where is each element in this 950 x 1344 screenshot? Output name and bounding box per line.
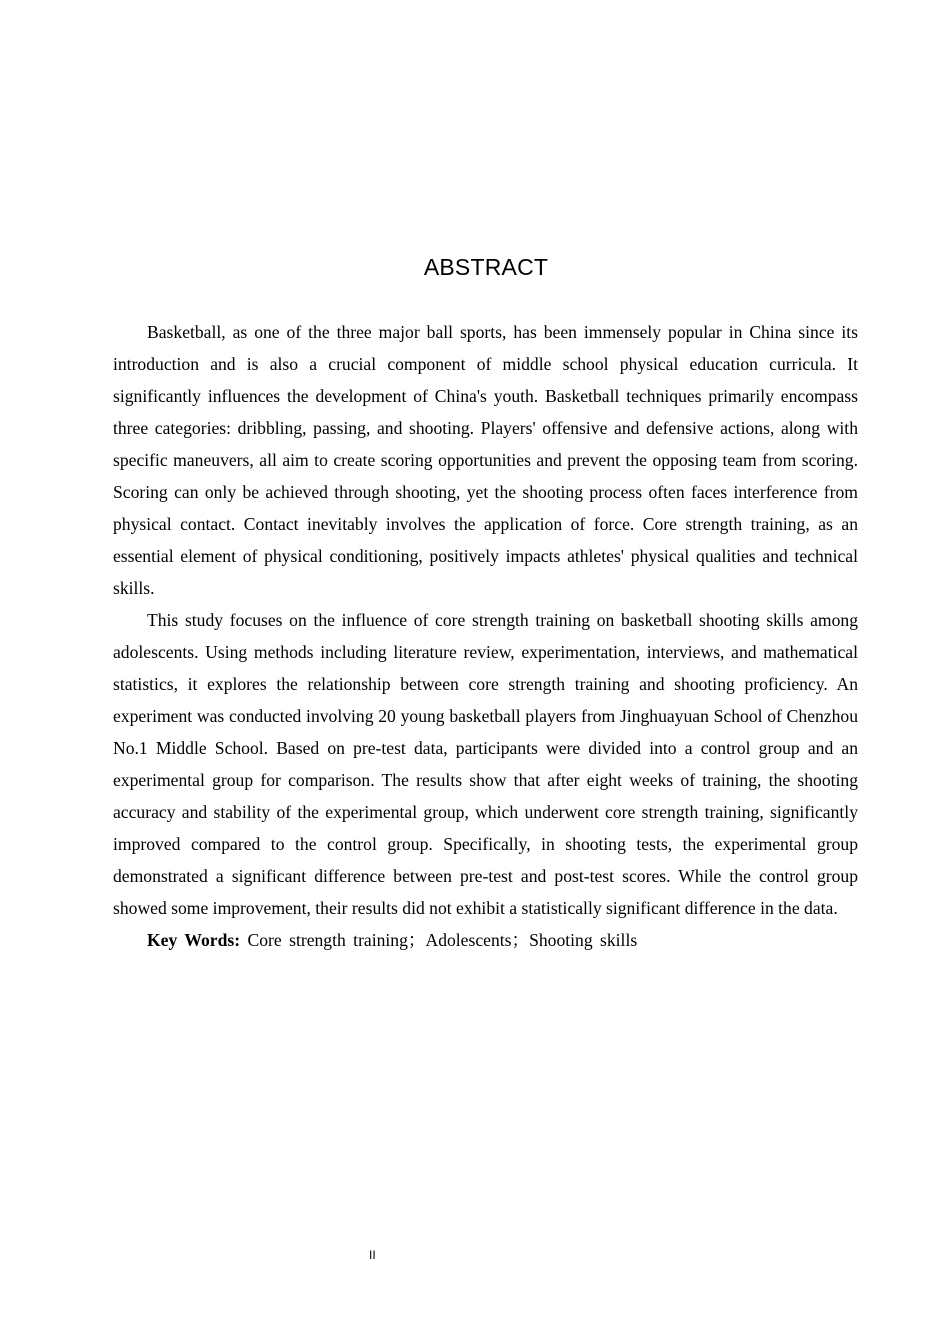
keywords-label: Key Words: — [147, 930, 241, 950]
page-number: II — [369, 1248, 376, 1262]
abstract-title: ABSTRACT — [423, 254, 549, 280]
abstract-body — [113, 316, 858, 956]
abstract-paragraph-2: This study focuses on the influence of core strength training on basketball shooting skills among adolescents. Using methods including literature review, experimentation, interviews, and mathematical statistics, it explores the relationship between core strength training and shooting proficiency. An experiment was conducted involving 20 young basketball players from Jinghuayuan School of Chenzhou No.1 Middle School. Based on pre-test data, participants were divided into a control group and an experimental group for comparison. The results show that after eight weeks of training, the shooting accuracy and stability of the experimental group, which underwent core strength training, significantly improved compared to the control group. Specifically, in shooting tests, the experimental group demonstrated a significant difference between pre-test and post-test scores. While the control group showed some improvement, their results did not exhibit a statistically significant difference in the data. — [113, 610, 858, 918]
keywords-line — [113, 924, 858, 956]
abstract-paragraph-1: Basketball, as one of the three major ball sports, has been immensely popular in China since its introduction and is also a crucial component of middle school physical education curricula. It significantly influences the development of China's youth. Basketball techniques primarily encompass three categories: dribbling, passing, and shooting. Players' offensive and defensive actions, along with specific maneuvers, all aim to create scoring opportunities and prevent the opposing team from scoring. Scoring can only be achieved through shooting, yet the shooting process often faces interference from physical contact. Contact inevitably involves the application of force. Core strength training, as an essential element of physical conditioning, positively impacts athletes' physical qualities and technical skills. — [113, 322, 858, 598]
keywords-text: Core strength training；Adolescents；Shooting skills — [247, 930, 638, 950]
